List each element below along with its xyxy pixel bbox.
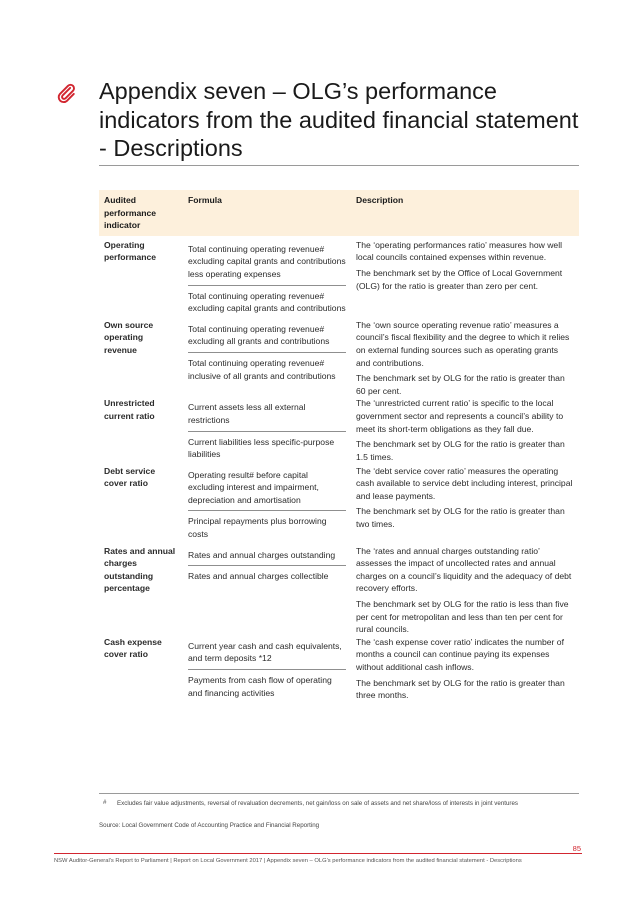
description-cell [351, 239, 579, 319]
formula-cell [183, 545, 351, 636]
indicator-name: Rates and annual charges outstanding percentage [104, 545, 176, 594]
description-text: The ‘operating performances ratio’ measures how well local councils contained expenses within revenue. [356, 239, 563, 263]
formula-numerator: Operating result# before capital excluding interest and impairment, depreciation and amortisation [188, 469, 319, 505]
description-cell [351, 545, 579, 636]
formula-numerator: Total continuing operating revenue# excluding capital grants and contributions less operating expenses [188, 243, 346, 279]
column-header: Audited performance indicator [99, 190, 183, 236]
table-row [99, 636, 579, 703]
description-cell [351, 465, 579, 545]
formula-numerator: Current assets less all external restrictions [188, 402, 306, 425]
formula-cell [183, 636, 351, 703]
description-cell [351, 319, 579, 398]
formula-numerator: Current year cash and cash equivalents, and term deposits *12 [188, 640, 342, 664]
description-text: The ‘rates and annual charges outstanding ratio’ assesses the impact of uncollected rates and annual charges on a council’s liquidity and the adequacy of debt recovery efforts. [356, 545, 572, 594]
indicator-name: Debt service cover ratio [104, 465, 156, 489]
benchmark-text: The benchmark set by OLG for the ratio is greater than three months. [356, 677, 565, 701]
indicator-name: Cash expense cover ratio [104, 636, 162, 660]
table-row [99, 319, 579, 398]
table-row [99, 239, 579, 319]
description-text: The ‘cash expense cover ratio’ indicates the number of months a council can continue paying its expenses without additional cash inflows. [356, 636, 564, 672]
formula-numerator: Total continuing operating revenue# excluding all grants and contributions [188, 323, 330, 347]
formula-denominator: Current liabilities less specific-purpose liabilities [188, 431, 346, 465]
column-header: Description [351, 190, 579, 236]
table-row [99, 545, 579, 636]
description-cell [351, 636, 579, 703]
benchmark-text: The benchmark set by OLG for the ratio is greater than two times. [356, 506, 565, 530]
table-row [99, 465, 579, 545]
page-title: Appendix seven – OLG’s performance indicators from the audited financial statement - Descriptions [99, 78, 579, 161]
formula-numerator: Rates and annual charges outstanding [188, 549, 336, 560]
benchmark-text: The benchmark set by the Office of Local Government (OLG) for the ratio is greater than zero per cent. [356, 267, 563, 291]
benchmark-text: The benchmark set by OLG for the ratio is greater than 1.5 times. [356, 439, 565, 462]
formula-cell [183, 319, 351, 398]
description-cell [351, 397, 579, 464]
running-footer: NSW Auditor-General’s Report to Parliament | Report on Local Government 2017 | Appendix seven – OLG’s performance indicators from the audited financial statement - Descriptions [54, 858, 522, 864]
page-number: 85 [572, 844, 581, 853]
table-row [99, 397, 579, 464]
formula-cell [183, 397, 351, 464]
source-note: Source: Local Government Code of Accounting Practice and Financial Reporting [99, 822, 320, 829]
paperclip-icon [55, 82, 77, 104]
indicator-name: Own source operating revenue [104, 319, 154, 355]
indicator-name: Operating performance [104, 239, 157, 263]
table-bottom-divider [99, 793, 579, 794]
table-header-row [99, 190, 579, 236]
formula-denominator: Payments from cash flow of operating and financing activities [188, 669, 346, 703]
indicator-table [99, 190, 579, 703]
description-text: The ‘own source operating revenue ratio’ measures a council’s fiscal flexibility and the degree to which it relies on external funding sources such as operating grants and contributions. [356, 319, 570, 368]
benchmark-text: The benchmark set by OLG for the ratio is less than five per cent for metropolitan and less than ten per cent for rural councils. [356, 599, 569, 635]
title-divider [99, 165, 579, 166]
indicator-name: Unrestricted current ratio [104, 398, 155, 421]
footnote-mark: # [103, 799, 107, 806]
formula-cell [183, 239, 351, 319]
formula-denominator: Total continuing operating revenue# inclusive of all grants and contributions [188, 352, 346, 386]
formula-denominator: Rates and annual charges collectible [188, 565, 346, 587]
footer-divider [54, 853, 582, 854]
benchmark-text: The benchmark set by OLG for the ratio is greater than 60 per cent. [356, 373, 565, 396]
description-text: The ‘debt service cover ratio’ measures the operating cash available to service debt including interest, principal and lease payments. [356, 465, 573, 501]
formula-denominator: Total continuing operating revenue# excluding capital grants and contributions [188, 285, 346, 319]
footnote-text: Excludes fair value adjustments, reversal of revaluation decrements, net gain/loss on sale of assets and net share/loss of interests in joint ventures [117, 800, 519, 807]
formula-denominator: Principal repayments plus borrowing costs [188, 510, 346, 544]
formula-cell [183, 465, 351, 545]
description-text: The ‘unrestricted current ratio’ is specific to the local government sector and represents a council’s ability to meet its short-term obligations as they fall due. [356, 398, 564, 434]
column-header: Formula [183, 190, 351, 236]
